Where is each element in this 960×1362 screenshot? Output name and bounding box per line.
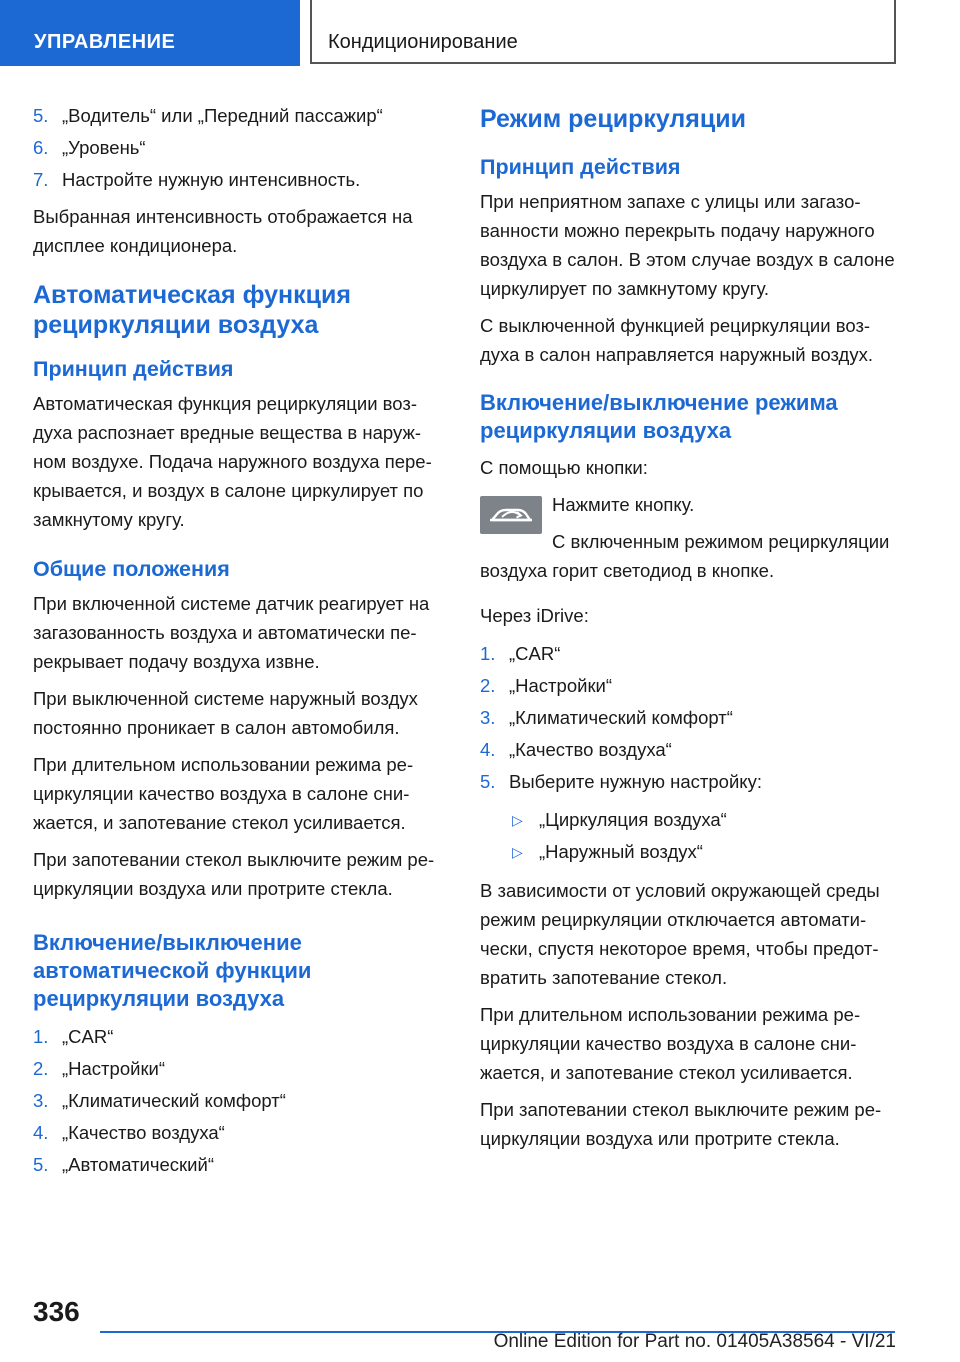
- list-item: [480, 836, 900, 868]
- list-item: [480, 702, 900, 734]
- step-number: 5.: [480, 771, 496, 792]
- edition-text: Online Edition for Part no. 01405A38564 - VI/21: [493, 1331, 896, 1352]
- closing-paragraph: В зависимости от условий окружающей среды режим рециркуляции отключается автоматически, спустя некоторое время, чтобы предотвратить запотевание стекол.: [480, 880, 880, 988]
- principle-heading: Принцип действия: [480, 155, 681, 179]
- idrive-options: [480, 804, 900, 868]
- principle-paragraph: Автоматическая функция рециркуляции воздуха распознает вредные вещества в наружном воздухе. Подача наружного воздуха перекрывается, и воздух в салоне циркулирует по замкнутому кругу.: [33, 393, 432, 530]
- chapter-title: Кондиционирование: [310, 0, 896, 64]
- list-item: [33, 1021, 448, 1053]
- button-instruction: [480, 490, 900, 519]
- auto-function-heading: Автоматическая функция рециркуляции воздуха: [33, 281, 351, 339]
- step-text: „Уровень“: [62, 137, 146, 158]
- general-paragraph: При выключенной системе наружный воздух постоянно проникает в салон автомобиля.: [33, 688, 418, 738]
- list-item: [480, 734, 900, 766]
- closing-paragraph: При запотевании стекол выключите режим рециркуляции воздуха или протрите стекла.: [480, 1099, 882, 1149]
- option-text: „Наружный воздух“: [539, 841, 703, 862]
- list-item: [33, 1117, 448, 1149]
- idrive-intro: Через iDrive:: [480, 605, 589, 626]
- step-number: 6.: [33, 137, 49, 158]
- step-number: 2.: [33, 1058, 49, 1079]
- list-item: [480, 804, 900, 836]
- right-column: [480, 100, 900, 1161]
- step-number: 7.: [33, 169, 49, 190]
- step-text: Настройте нужную интенсивность.: [62, 169, 361, 190]
- step-number: 3.: [33, 1090, 49, 1111]
- recirculation-mode-heading: Режим рециркуляции: [480, 105, 747, 133]
- mode-toggle-heading: Включение/выключение режима рециркуляции воздуха: [480, 390, 838, 443]
- general-heading: Общие положения: [33, 557, 230, 581]
- auto-toggle-heading: Включение/выключение автоматической функции рециркуляции воздуха: [33, 930, 312, 1011]
- general-paragraph: При включенной системе датчик реагирует на загазованность воздуха и автоматически перекрывает подачу воздуха извне.: [33, 593, 430, 672]
- step-number: 2.: [480, 675, 496, 696]
- led-text-content: С включенным режимом рециркуляции воздуха горит светодиод в кнопке.: [480, 531, 890, 581]
- press-button-text: Нажмите кнопку.: [552, 494, 695, 515]
- option-text: „Циркуляция воздуха“: [539, 809, 727, 830]
- step-number: 1.: [480, 643, 496, 664]
- auto-toggle-steps: [33, 1021, 448, 1181]
- left-column: [33, 100, 448, 1187]
- step-text: „Водитель“ или „Передний пассажир“: [62, 105, 383, 126]
- step-number: 5.: [33, 105, 49, 126]
- step-text: „Автоматический“: [62, 1154, 214, 1175]
- general-paragraph: При запотевании стекол выключите режим рециркуляции воздуха или протрите стекла.: [33, 849, 435, 899]
- step-number: 4.: [33, 1122, 49, 1143]
- step-text: „Климатический комфорт“: [62, 1090, 286, 1111]
- list-item: [33, 1149, 448, 1181]
- list-item: [33, 1053, 448, 1085]
- step-text: „CAR“: [509, 643, 561, 664]
- step-text: „Климатический комфорт“: [509, 707, 733, 728]
- step-number: 4.: [480, 739, 496, 760]
- idrive-steps: [480, 638, 900, 798]
- closing-paragraph: При длительном использовании режима рециркуляции качество воздуха в салоне снижается, и запотевание стекол усиливается.: [480, 1004, 861, 1083]
- section-label: УПРАВЛЕНИЕ: [0, 0, 300, 66]
- list-item: [33, 132, 448, 164]
- recirculation-car-icon: [480, 496, 542, 534]
- list-item: [480, 766, 900, 798]
- step-number: 3.: [480, 707, 496, 728]
- step-text: „CAR“: [62, 1026, 114, 1047]
- triangle-bullet-icon: ▷: [512, 844, 523, 860]
- led-text: [480, 527, 900, 585]
- principle-paragraph: С выключенной функцией рециркуляции воздуха в салон направляется наружный воздух.: [480, 315, 873, 365]
- triangle-bullet-icon: ▷: [512, 812, 523, 828]
- page-number: 336: [33, 1296, 80, 1327]
- step-text: „Настройки“: [509, 675, 613, 696]
- list-item: [480, 670, 900, 702]
- step-text: Выберите нужную настройку:: [509, 771, 762, 792]
- intro-paragraph: Выбранная интенсивность отображается на дисплее кондиционера.: [33, 206, 413, 256]
- list-item: [33, 1085, 448, 1117]
- step-text: „Качество воздуха“: [62, 1122, 225, 1143]
- intro-steps: [33, 100, 448, 196]
- list-item: [33, 164, 448, 196]
- list-item: [480, 638, 900, 670]
- step-number: 1.: [33, 1026, 49, 1047]
- button-intro: С помощью кнопки:: [480, 457, 648, 478]
- principle-paragraph: При неприятном запахе с улицы или загазованности можно перекрыть подачу наружного воздуха в салон. В этом случае воздух в салоне циркулирует по замкнутому кругу.: [480, 191, 895, 299]
- step-number: 5.: [33, 1154, 49, 1175]
- step-text: „Качество воздуха“: [509, 739, 672, 760]
- list-item: [33, 100, 448, 132]
- step-text: „Настройки“: [62, 1058, 166, 1079]
- principle-heading: Принцип действия: [33, 357, 234, 381]
- general-paragraph: При длительном использовании режима рециркуляции качество воздуха в салоне снижается, и запотевание стекол усиливается.: [33, 754, 414, 833]
